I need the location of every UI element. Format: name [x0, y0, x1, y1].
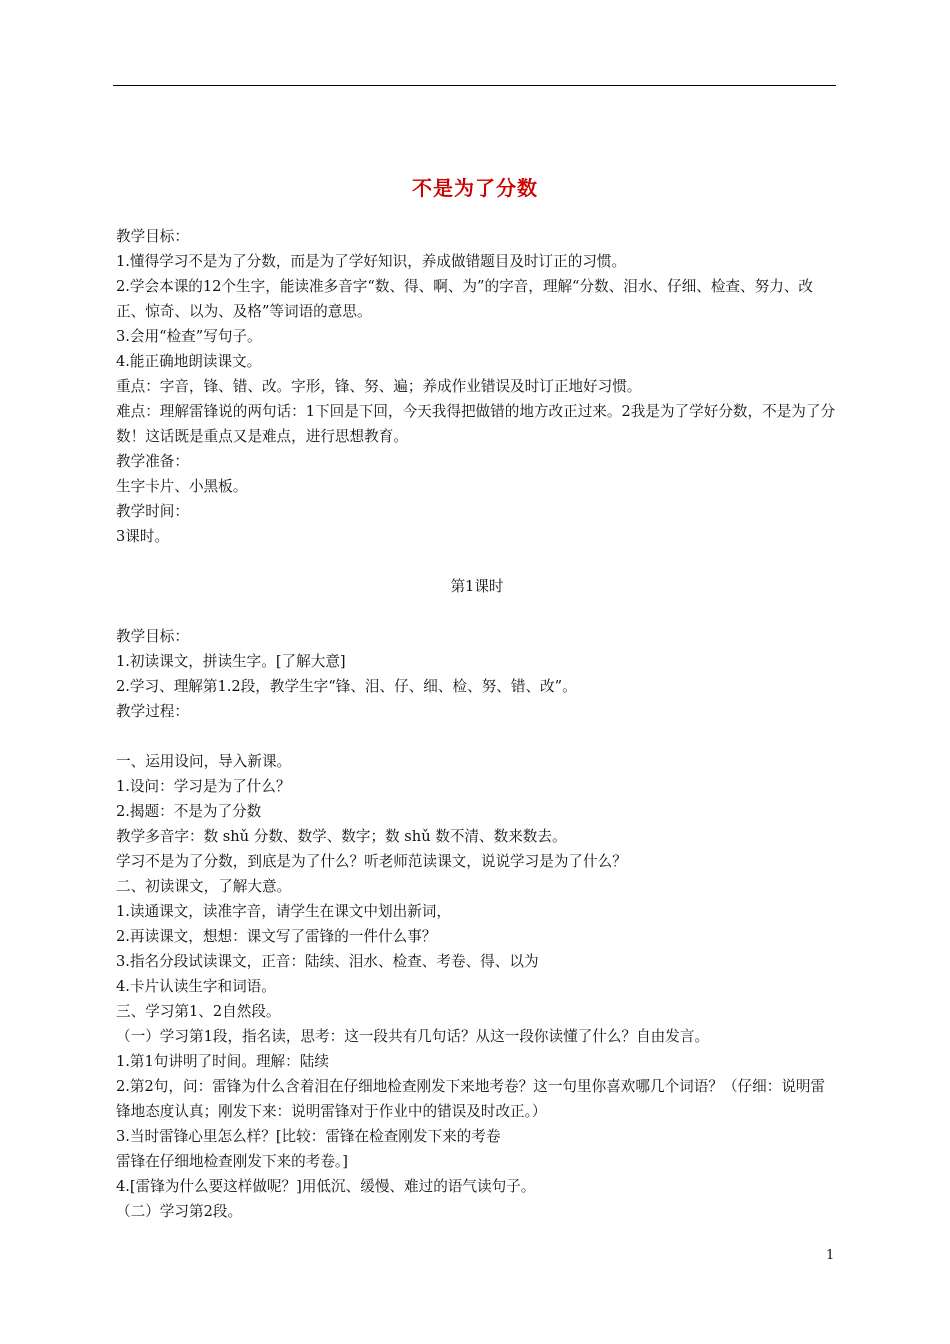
paragraph: （一）学习第1段，指名读，思考：这一段共有几句话？从这一段你读懂了什么？自由发言。: [116, 1028, 710, 1045]
paragraph: 教学过程：: [116, 703, 189, 720]
paragraph: 2.第2句，问：雷锋为什么含着泪在仔细地检查刚发下来地考卷？这一句里你喜欢哪几个词语？（仔细：说明雷锋地态度认真；刚发下来：说明雷锋对于作业中的错误及时改正。）: [116, 1078, 826, 1120]
paragraph: 生字卡片、小黑板。: [116, 478, 248, 495]
paragraph: 3.会用“检查”写句子。: [116, 328, 262, 345]
paragraph: 1.懂得学习不是为了分数，而是为了学好知识，养成做错题目及时订正的习惯。: [116, 253, 627, 270]
paragraph: 教学多音字：数 shǔ 分数、数学、数字；数 shǔ 数不清、数来数去。: [116, 828, 567, 845]
paragraph: 1.设问：学习是为了什么？: [116, 778, 291, 795]
paragraph: 教学准备：: [116, 453, 189, 470]
header-rule: [113, 85, 836, 86]
paragraph: 2.学会本课的12个生字，能读准多音字“数、得、啊、为”的字音，理解“分数、泪水、仔细、检查、努力、改正、惊奇、以为、及格”等词语的意思。: [116, 278, 814, 320]
lesson-goals-section: [116, 624, 838, 724]
paragraph: 难点：理解雷锋说的两句话：1下回是下回，今天我得把做错的地方改正过来。2我是为了学好分数，不是为了分数！这话既是重点又是难点，进行思想教育。: [116, 403, 836, 445]
paragraph: 3.指名分段试读课文，正音：陆续、泪水、检查、考卷、得、以为: [116, 953, 539, 970]
paragraph: 三、学习第1、2自然段。: [116, 1003, 281, 1020]
paragraph: 1.读通课文，读准字音，请学生在课文中划出新词，: [116, 903, 451, 920]
paragraph: 重点：字音，锋、错、改。字形，锋、努、遍；养成作业错误及时订正地好习惯。: [116, 378, 642, 395]
paragraph: 一、运用设问，导入新课。: [116, 753, 292, 770]
paragraph: （二）学习第2段。: [116, 1203, 243, 1220]
process-section: [116, 749, 838, 1224]
paragraph: 学习不是为了分数，到底是为了什么？听老师范读课文，说说学习是为了什么？: [116, 853, 627, 870]
page-number: 1: [826, 1248, 835, 1263]
paragraph: 3.当时雷锋心里怎么样？[比较：雷锋在检查刚发下来的考卷: [116, 1128, 501, 1145]
paragraph: 教学时间：: [116, 503, 189, 520]
paragraph: 教学目标：: [116, 228, 189, 245]
paragraph: 教学目标：: [116, 628, 189, 645]
paragraph-gap: [116, 724, 838, 749]
intro-section: [116, 224, 838, 549]
document-title: 不是为了分数: [412, 176, 538, 200]
paragraph: 二、初读课文，了解大意。: [116, 878, 292, 895]
paragraph: 3课时。: [116, 528, 170, 545]
paragraph: 2.再读课文，想想：课文写了雷锋的一件什么事？: [116, 928, 437, 945]
paragraph: 2.学习、理解第1.2段，教学生字“锋、泪、仔、细、检、努、错、改”。: [116, 678, 577, 695]
paragraph: 4.卡片认读生字和词语。: [116, 978, 276, 995]
paragraph: 4.能正确地朗读课文。: [116, 353, 262, 370]
paragraph: 4.[雷锋为什么要这样做呢？]用低沉、缓慢、难过的语气读句子。: [116, 1178, 536, 1195]
paragraph: 1.初读课文，拼读生字。[了解大意]: [116, 653, 346, 670]
paragraph: 2.揭题：不是为了分数: [116, 803, 262, 820]
document-body: [116, 224, 838, 1224]
paragraph: 1.第1句讲明了时间。理解：陆续: [116, 1053, 329, 1070]
lesson-heading: 第1课时: [450, 578, 504, 595]
paragraph: 雷锋在仔细地检查刚发下来的考卷。]: [116, 1153, 348, 1170]
